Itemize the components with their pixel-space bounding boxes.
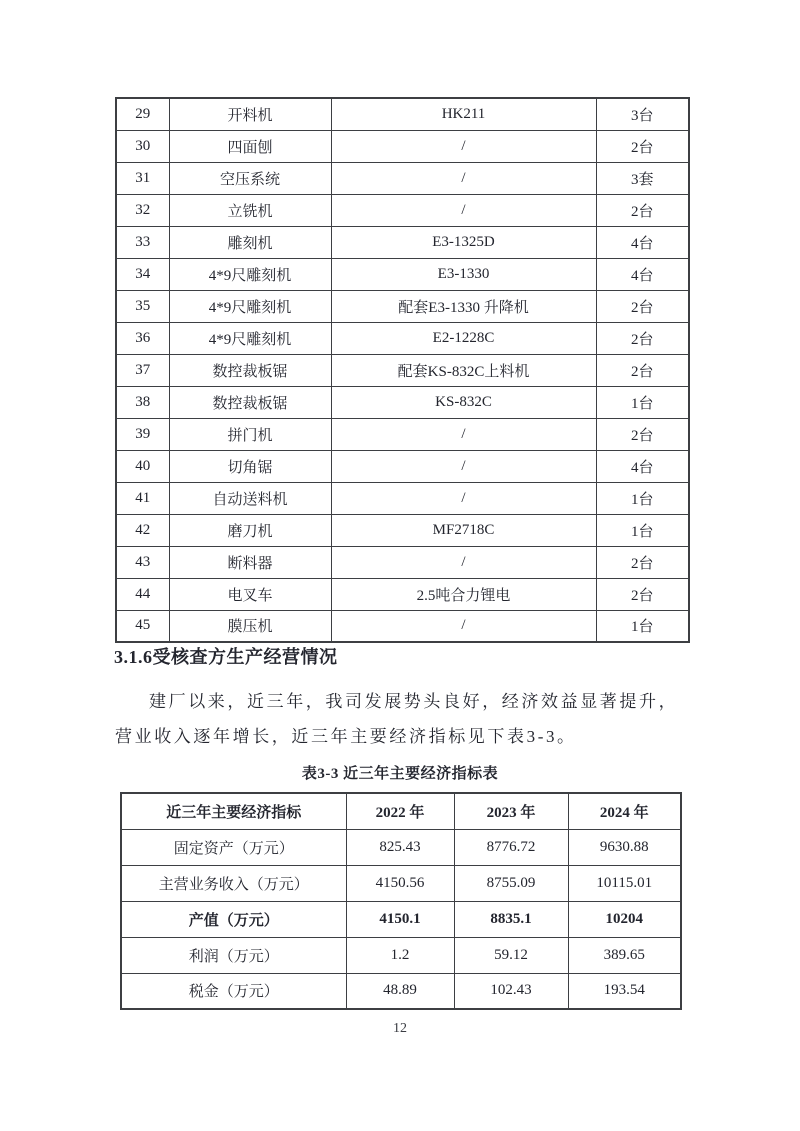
econ-2022-cell: 4150.56 [346, 865, 454, 901]
econ-table-title: 表3-3 近三年主要经济指标表 [301, 766, 499, 782]
econ-2024-cell: 193.54 [568, 973, 681, 1009]
econ-label-cell: 主营业务收入（万元） [121, 865, 346, 901]
row-number-cell: 42 [116, 514, 169, 546]
equipment-qty-cell: 2台 [596, 418, 689, 450]
econ-2023-cell: 8835.1 [454, 901, 568, 937]
equipment-row [116, 130, 689, 162]
row-number-cell: 30 [116, 130, 169, 162]
equipment-name-cell: 开料机 [169, 98, 331, 130]
econ-row [121, 973, 681, 1009]
row-number-cell: 44 [116, 578, 169, 610]
equipment-name-cell: 电叉车 [169, 578, 331, 610]
econ-row [121, 829, 681, 865]
row-number-cell: 35 [116, 290, 169, 322]
body-paragraph-line-1: 建厂以来，近三年，我司发展势头良好，经济效益显著提升， [149, 692, 679, 711]
equipment-row [116, 226, 689, 258]
equipment-row [116, 98, 689, 130]
equipment-row [116, 386, 689, 418]
equipment-name-cell: 数控裁板锯 [169, 354, 331, 386]
equipment-name-cell: 膜压机 [169, 610, 331, 642]
equipment-name-cell: 四面刨 [169, 130, 331, 162]
econ-2022-cell: 825.43 [346, 829, 454, 865]
equipment-qty-cell: 1台 [596, 482, 689, 514]
equipment-model-cell: E2-1228C [331, 322, 596, 354]
equipment-name-cell: 4*9尺雕刻机 [169, 322, 331, 354]
equipment-qty-cell: 2台 [596, 290, 689, 322]
row-number-cell: 32 [116, 194, 169, 226]
economic-indicators-table [120, 792, 682, 1010]
equipment-row [116, 322, 689, 354]
equipment-qty-cell: 4台 [596, 450, 689, 482]
equipment-name-cell: 自动送料机 [169, 482, 331, 514]
econ-2022-cell: 4150.1 [346, 901, 454, 937]
equipment-model-cell: E3-1330 [331, 258, 596, 290]
equipment-model-cell: / [331, 482, 596, 514]
row-number-cell: 36 [116, 322, 169, 354]
equipment-qty-cell: 1台 [596, 386, 689, 418]
econ-2023-cell: 8776.72 [454, 829, 568, 865]
row-number-cell: 41 [116, 482, 169, 514]
equipment-row [116, 354, 689, 386]
econ-row [121, 937, 681, 973]
econ-header-year-2022: 2022 年 [346, 793, 454, 829]
row-number-cell: 39 [116, 418, 169, 450]
equipment-name-cell: 磨刀机 [169, 514, 331, 546]
equipment-model-cell: HK211 [331, 98, 596, 130]
equipment-model-cell: / [331, 194, 596, 226]
page-number: 12 [393, 1021, 407, 1036]
equipment-qty-cell: 2台 [596, 546, 689, 578]
econ-header-label: 近三年主要经济指标 [121, 793, 346, 829]
econ-2024-cell: 389.65 [568, 937, 681, 973]
equipment-row [116, 258, 689, 290]
equipment-qty-cell: 3台 [596, 98, 689, 130]
row-number-cell: 38 [116, 386, 169, 418]
equipment-name-cell: 切角锯 [169, 450, 331, 482]
equipment-qty-cell: 2台 [596, 130, 689, 162]
econ-2024-cell: 10115.01 [568, 865, 681, 901]
econ-header-year-2023: 2023 年 [454, 793, 568, 829]
equipment-row [116, 578, 689, 610]
section-heading: 3.1.6受核查方生产经营情况 [114, 647, 338, 667]
equipment-name-cell: 数控裁板锯 [169, 386, 331, 418]
equipment-model-cell: / [331, 546, 596, 578]
equipment-qty-cell: 2台 [596, 578, 689, 610]
equipment-qty-cell: 2台 [596, 194, 689, 226]
equipment-row [116, 194, 689, 226]
equipment-qty-cell: 2台 [596, 354, 689, 386]
econ-header-year-2024: 2024 年 [568, 793, 681, 829]
equipment-row [116, 162, 689, 194]
equipment-name-cell: 4*9尺雕刻机 [169, 258, 331, 290]
econ-header-row [121, 793, 681, 829]
equipment-name-cell: 立铣机 [169, 194, 331, 226]
row-number-cell: 40 [116, 450, 169, 482]
econ-row [121, 865, 681, 901]
equipment-table [115, 97, 690, 643]
equipment-qty-cell: 4台 [596, 258, 689, 290]
equipment-model-cell: 2.5吨合力锂电 [331, 578, 596, 610]
equipment-row [116, 482, 689, 514]
econ-2022-cell: 1.2 [346, 937, 454, 973]
equipment-row [116, 514, 689, 546]
equipment-name-cell: 雕刻机 [169, 226, 331, 258]
equipment-row [116, 290, 689, 322]
econ-2023-cell: 102.43 [454, 973, 568, 1009]
econ-2024-cell: 9630.88 [568, 829, 681, 865]
row-number-cell: 29 [116, 98, 169, 130]
body-paragraph-line-2: 营业收入逐年增长，近三年主要经济指标见下表3-3。 [115, 727, 577, 746]
equipment-name-cell: 空压系统 [169, 162, 331, 194]
econ-label-cell: 固定资产（万元） [121, 829, 346, 865]
equipment-model-cell: E3-1325D [331, 226, 596, 258]
econ-2022-cell: 48.89 [346, 973, 454, 1009]
row-number-cell: 45 [116, 610, 169, 642]
econ-row [121, 901, 681, 937]
equipment-qty-cell: 3套 [596, 162, 689, 194]
equipment-qty-cell: 1台 [596, 610, 689, 642]
equipment-model-cell: / [331, 162, 596, 194]
equipment-name-cell: 拼门机 [169, 418, 331, 450]
equipment-row [116, 546, 689, 578]
equipment-row [116, 450, 689, 482]
equipment-model-cell: MF2718C [331, 514, 596, 546]
econ-label-cell: 产值（万元） [121, 901, 346, 937]
equipment-model-cell: 配套E3-1330 升降机 [331, 290, 596, 322]
equipment-model-cell: 配套KS-832C上料机 [331, 354, 596, 386]
equipment-qty-cell: 2台 [596, 322, 689, 354]
econ-2023-cell: 8755.09 [454, 865, 568, 901]
equipment-model-cell: / [331, 418, 596, 450]
equipment-name-cell: 断料器 [169, 546, 331, 578]
equipment-model-cell: / [331, 130, 596, 162]
row-number-cell: 34 [116, 258, 169, 290]
equipment-model-cell: KS-832C [331, 386, 596, 418]
equipment-qty-cell: 4台 [596, 226, 689, 258]
row-number-cell: 43 [116, 546, 169, 578]
econ-2023-cell: 59.12 [454, 937, 568, 973]
equipment-row [116, 610, 689, 642]
equipment-model-cell: / [331, 610, 596, 642]
econ-2024-cell: 10204 [568, 901, 681, 937]
econ-label-cell: 税金（万元） [121, 973, 346, 1009]
equipment-row [116, 418, 689, 450]
econ-label-cell: 利润（万元） [121, 937, 346, 973]
row-number-cell: 31 [116, 162, 169, 194]
row-number-cell: 33 [116, 226, 169, 258]
equipment-model-cell: / [331, 450, 596, 482]
row-number-cell: 37 [116, 354, 169, 386]
equipment-qty-cell: 1台 [596, 514, 689, 546]
equipment-name-cell: 4*9尺雕刻机 [169, 290, 331, 322]
